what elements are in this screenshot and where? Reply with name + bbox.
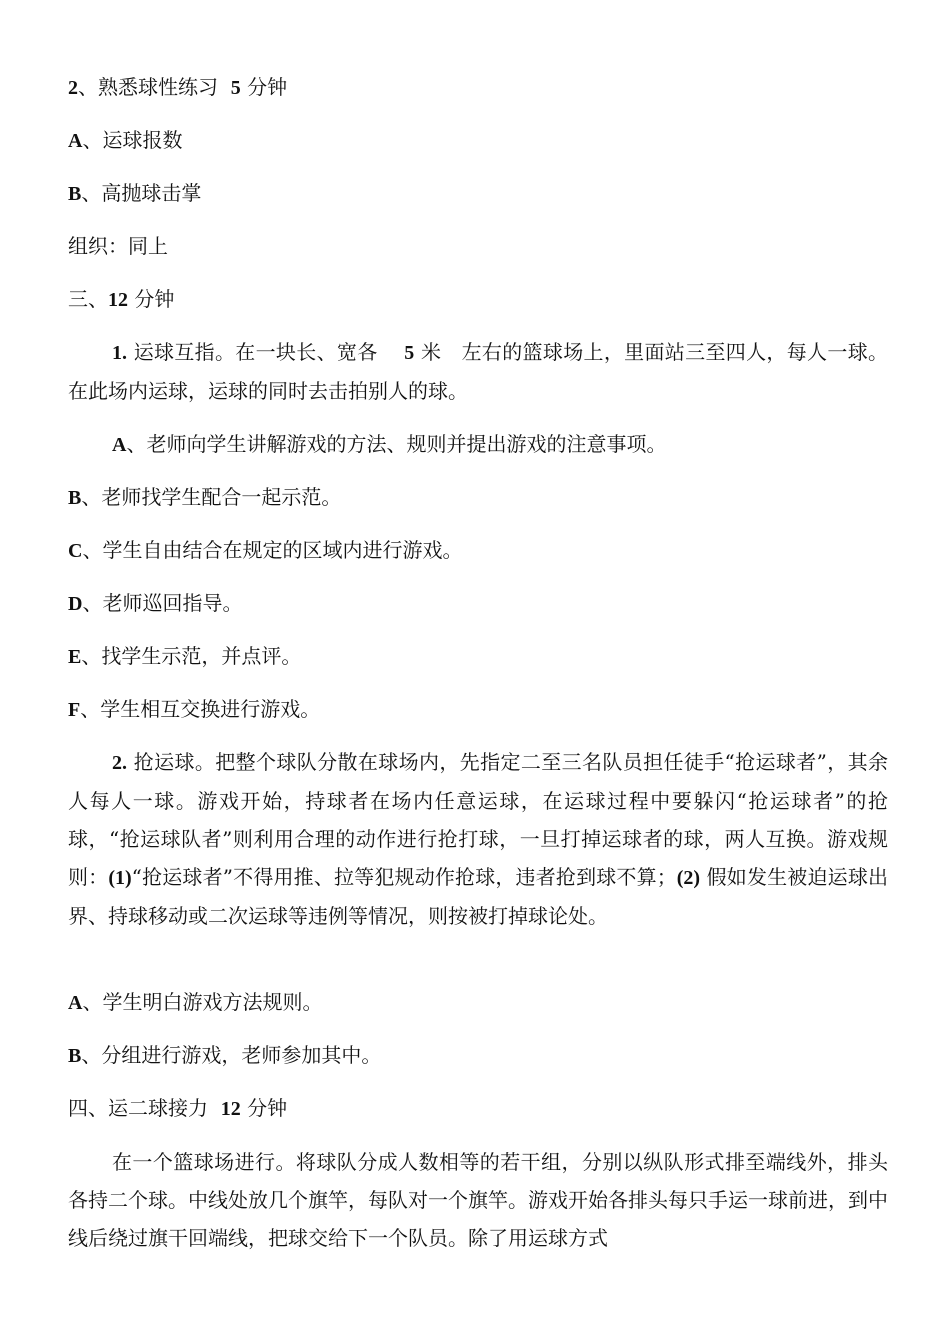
game-1-step-a: A、老师向学生讲解游戏的方法、规则并提出游戏的注意事项。 — [112, 432, 667, 456]
game-1-step-e: E、找学生示范，并点评。 — [68, 644, 302, 668]
game-1-step-b: B、老师找学生配合一起示范。 — [68, 485, 342, 509]
organization-note: 组织：同上 — [68, 234, 168, 258]
game-1-description: 1. 运球互指。在一块长、宽各 5 米 左右的篮球场上，里面站三至四人，每人一球。在此场内运球，运球的同时去击拍别人的球。 — [68, 340, 889, 403]
section-four-heading: 四、运二球接力 12 分钟 — [68, 1096, 288, 1120]
game-2-description: 2. 抢运球。把整个球队分散在球场内，先指定二至三名队员担任徒手“抢运球者”，其余人每人一球。游戏开始，持球者在场内任意运球，在运球过程中要躲闪“抢运球者”的抢球，“抢运球队者”则利用合理的动作进行抢打球，一旦打掉运球者的球，两人互换。游戏规则：(1)“抢运球者”不得用推、拉等犯规动作抢球，违者抢到球不算；(2) 假如发生被迫运球出界、持球移动或二次运球等违例等情况，则按被打掉球论处。 — [68, 750, 888, 928]
game-1-step-f: F、学生相互交换进行游戏。 — [68, 697, 321, 721]
game-1-step-c: C、学生自由结合在规定的区域内进行游戏。 — [68, 538, 463, 562]
item-a-dribble-count: A、运球报数 — [68, 128, 183, 152]
section-three-heading: 三、12 分钟 — [68, 287, 175, 311]
game-2-step-a: A、学生明白游戏方法规则。 — [68, 990, 323, 1014]
relay-game-description: 在一个篮球场进行。将球队分成人数相等的若干组，分别以纵队形式排至端线外，排头各持二个球。中线处放几个旗竿，每队对一个旗竿。游戏开始各排头每只手运一球前进，到中线后绕过旗干回端线，把球交给下一个队员。除了用运球方式 — [68, 1150, 888, 1250]
game-2-step-b: B、分组进行游戏，老师参加其中。 — [68, 1043, 382, 1067]
item-b-high-toss-clap: B、高抛球击掌 — [68, 181, 202, 205]
heading-ball-familiarity: 2、熟悉球性练习 5 分钟 — [68, 75, 288, 99]
game-1-step-d: D、老师巡回指导。 — [68, 591, 243, 615]
